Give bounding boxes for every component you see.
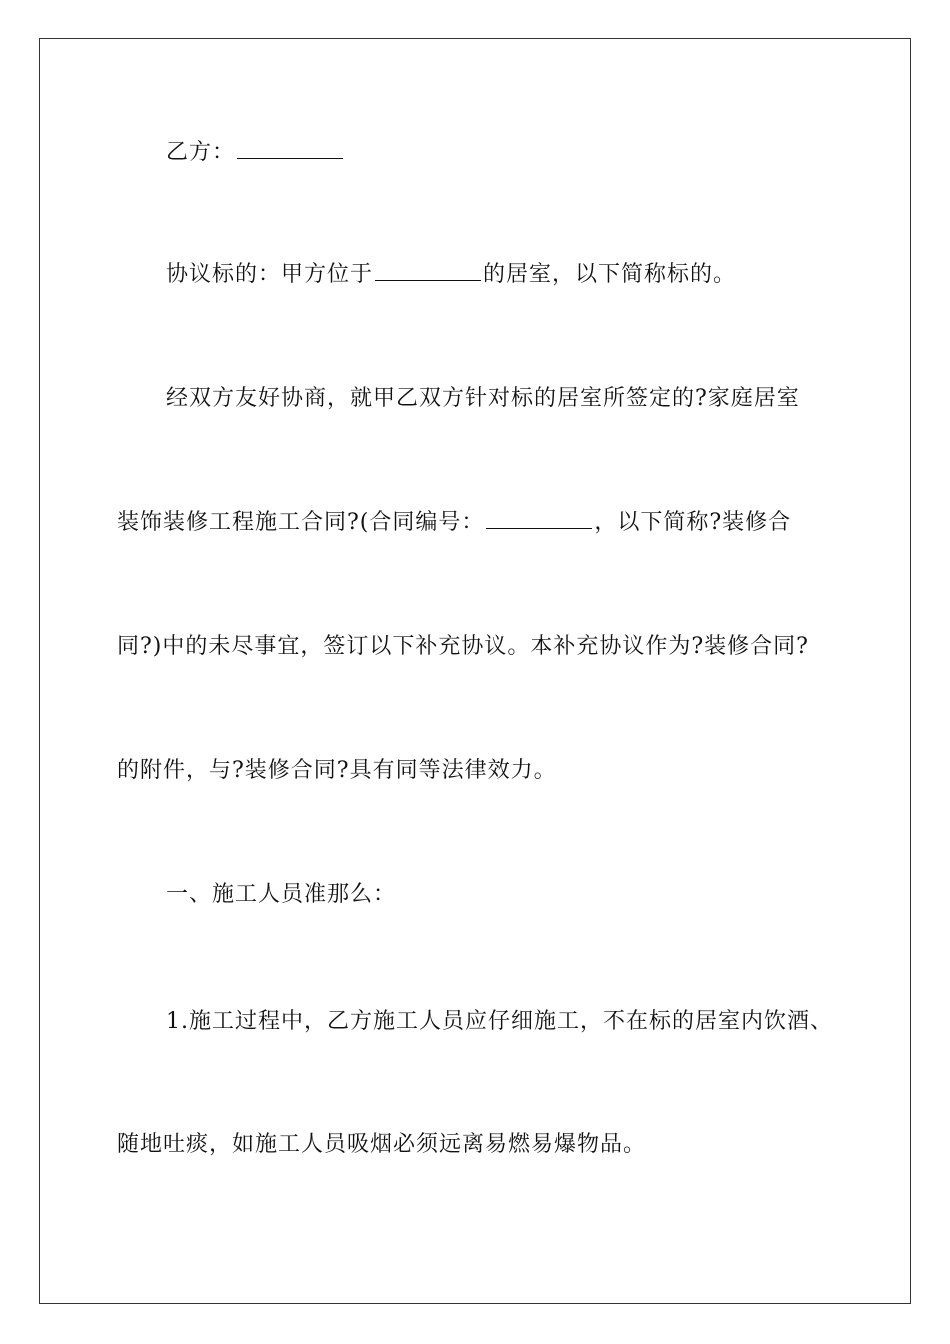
party-b-blank — [237, 138, 343, 159]
subject-prefix: 协议标的：甲方位于 — [166, 262, 374, 287]
para1-line2-suffix: ，以下简称?装修合 — [594, 510, 792, 535]
subject-line — [166, 260, 846, 290]
item1-line2: 随地吐痰，如施工人员吸烟必须远离易燃易爆物品。 — [117, 1132, 647, 1157]
party-b-line — [166, 138, 846, 168]
subject-suffix: 的居室，以下简称标的。 — [483, 262, 737, 287]
para1-line2 — [117, 508, 837, 538]
contract-number-blank — [486, 508, 592, 529]
para1-line1: 经双方友好协商，就甲乙双方针对标的居室所签定的?家庭居室 — [166, 386, 800, 411]
item1-line1: 1.施工过程中，乙方施工人员应仔细施工，不在标的居室内饮酒、 — [166, 1009, 833, 1034]
para1-line3: 同?)中的未尽事宜，签订以下补充协议。本补充协议作为?装修合同? — [117, 634, 809, 659]
para1-line4: 的附件，与?装修合同?具有同等法律效力。 — [117, 758, 557, 783]
party-b-label: 乙方： — [166, 140, 236, 165]
page-frame — [39, 38, 911, 1304]
section1-heading: 一、施工人员准那么： — [166, 882, 397, 907]
para1-line2-prefix: 装饰装修工程施工合同?(合同编号： — [117, 510, 485, 535]
subject-location-blank — [375, 260, 481, 281]
